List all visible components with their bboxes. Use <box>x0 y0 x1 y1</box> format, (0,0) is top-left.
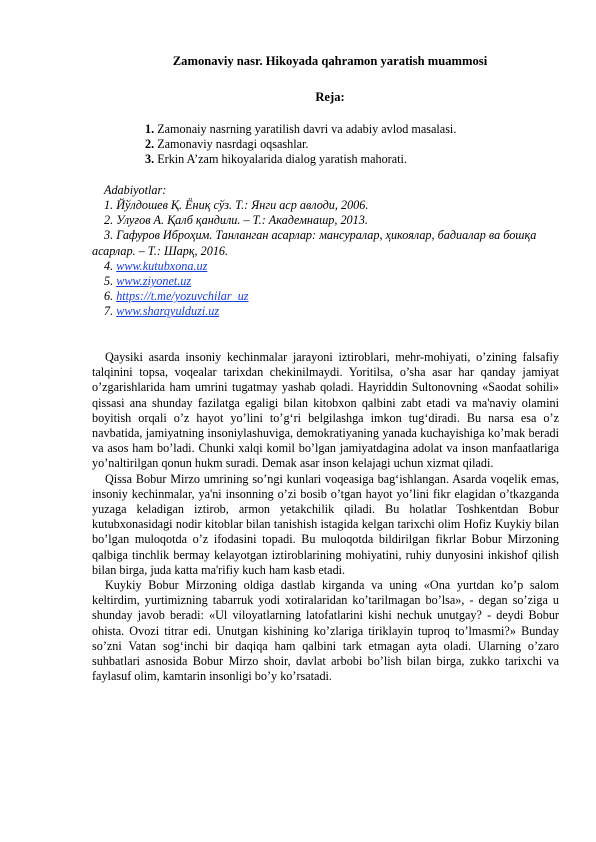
literature-item-number: 6. <box>104 289 117 304</box>
body-text <box>92 350 559 684</box>
plan-item <box>145 122 456 137</box>
plan-item-number: 2. <box>145 137 155 152</box>
plan-item <box>145 152 456 167</box>
literature-link[interactable]: https://t.me/yozuvchilar_uz <box>116 289 249 304</box>
plan-item <box>145 137 456 152</box>
literature-item <box>104 274 562 289</box>
plan-list <box>145 122 456 168</box>
plan-item-text: Erkin A’zam hikoyalarida dialog yaratish mahorati. <box>154 152 407 167</box>
literature-item-number: 7. <box>104 304 117 319</box>
literature-item-text: 3. Гафуров Иброҳим. Танланган асарлар: мансуралар, ҳикоялар, бадиалар ва бошқа асарлар. – Т.: Шарқ, 2016. <box>92 228 537 258</box>
document-title: Zamonaviy nasr. Hikoyada qahramon yaratish muammosi <box>172 54 488 68</box>
literature-link[interactable]: www.kutubxona.uz <box>116 258 208 273</box>
body-paragraph: Qissa Bobur Mirzo umrining so’ngi kunlari voqeasiga bag‘ishlangan. Asarda voqelik emas, insoniy kechinmalar, ya'ni insonning o’zi bosib o’tgan hayot yo’lini fikr elagidan o’tkazganda yuzaga keladigan iztirob, armon yetakchilik qiladi. Bu holatlar Toshkentdan Bobur kutubxonasidagi nodir kitoblar bilan tanishish istagida kelgan tarixchi olim Hofiz Kuykiy bilan bo’lgan muloqotda o’z ifodasini topadi. Bu muloqotda bildirilgan fikrlar Bobur Mirzoning qalbiga tinchlik bermay kelayotgan iztiroblarining mohiyatini, ruhiy dunyosini inkishof qilish bilan birga, juda katta ma'rifiy kuch ham kasb etadi. <box>92 471 559 577</box>
literature-item <box>104 304 562 319</box>
literature-list <box>92 198 562 320</box>
plan-item-number: 3. <box>145 152 155 167</box>
literature-item-number: 5. <box>104 274 117 289</box>
literature-item: 1. Йўлдошев Қ. Ёниқ сўз. Т.: Янги аср авлоди, 2006. <box>104 198 369 212</box>
literature-item: 2. Улуғов А. Қалб қандили. – Т.: Академнашр, 2013. <box>104 213 368 228</box>
literature-item <box>92 228 562 258</box>
literature-item <box>104 259 562 274</box>
literature-link[interactable]: www.ziyonet.uz <box>116 274 192 289</box>
plan-item-text: Zamonaviy nasrdagi oqsashlar. <box>154 137 309 152</box>
plan-item-text: Zamonaiy nasrning yaratilish davri va adabiy avlod masalasi. <box>154 122 457 136</box>
plan-heading: Reja: <box>315 90 345 104</box>
literature-link[interactable]: www.sharqyulduzi.uz <box>116 304 220 319</box>
body-paragraph: Qaysiki asarda insoniy kechinmalar jarayoni iztiroblari, mehr-mohiyati, o’zining falsafiy talqinini topsa, voqealar tarixdan chekinilmaydi. Yoritilsa, o’sha asar har qanday jamiyat o’zgarishlarida ham umrini tugatmay yashab qoladi. Hayriddin Sultonovning «Saodat sohili» qissasi ana shunday fazilatga egaligi bilan kitobxon qalbini zabt etadi va ma'naviy olamini boyitish orqali o’z hayot yo’lini to’g‘ri belgilashga imkon tug‘diradi. Bu narsa esa o’z navbatida, jamiyatning insoniylashuviga, demokratiyaning yanada kuchayishiga ko’mak beradi va asos ham bo’ladi. Chunki xalqi komil bo’lgan jamiyatdagina adolat va inson manfaatlariga yo’naltirilgan qonun hukm suradi. Demak asar inson kelajagi uchun xizmat qiladi. <box>92 350 559 471</box>
literature-item <box>104 289 562 304</box>
literature-item-number: 4. <box>104 258 117 273</box>
body-paragraph: Kuykiy Bobur Mirzoning oldiga dastlab kirganda va uning «Ona yurtdan ko’p salom keltirdim, yurtimizning tabarruk yodi xotiralaridan ko’tarilmagan bo’lsa», - degan so’ziga u shunday javob beradi: «Ul viloyatlarning latofatlarini kishi nechuk unutgay? - deydi Bobur ohista. Ovozi titrar edi. Unutgan kishining ko’zlariga tiriklayin tuproq to’lmasmi?» Bunday so’zni Vatan sog‘inchi bir daqiqa ham qalbini tark etmagan ayta oladi. Ularning o’zaro suhbatlari asnosida Bobur Mirzo shoir, davlat arbobi bo’lish bilan birga, zukko tarixchi va faylasuf olim, kamtarin insonligi bo’y ko’rsatadi. <box>92 578 559 684</box>
plan-item-number: 1. <box>145 122 155 136</box>
literature-heading: Adabiyotlar: <box>104 183 167 197</box>
